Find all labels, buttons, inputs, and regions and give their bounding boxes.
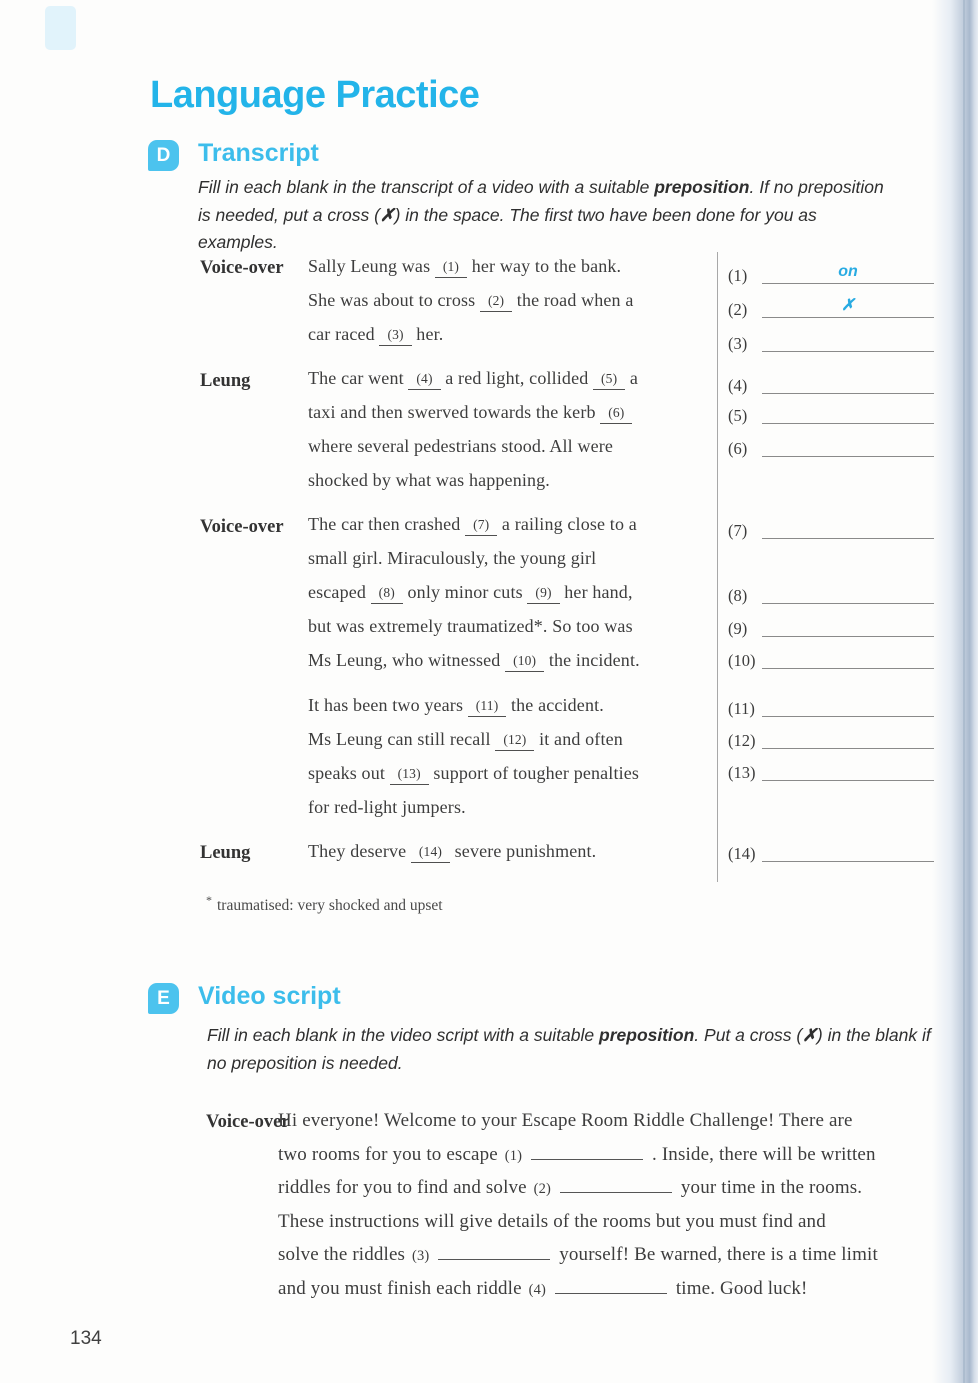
speaker-label: Leung <box>200 371 251 391</box>
transcript-line: where several pedestrians stood. All were <box>308 436 614 456</box>
answer-number: (5) <box>728 406 748 425</box>
video-script-line: Hi everyone! Welcome to your Escape Room Riddle Challenge! There are <box>278 1110 853 1131</box>
footnote <box>206 893 443 915</box>
page-title: Language Practice <box>150 74 480 116</box>
answer-line-2[interactable] <box>762 289 934 318</box>
inline-blank-(11): (11) <box>468 699 507 717</box>
answer-number: (6) <box>728 439 748 458</box>
answer-number: (8) <box>728 586 748 605</box>
answer-number: (3) <box>728 334 748 353</box>
answer-line-1[interactable] <box>762 255 934 284</box>
answer-line-13[interactable] <box>762 752 934 781</box>
inline-blank-(3): (3) <box>379 328 411 346</box>
answer-number: (1) <box>728 266 748 285</box>
video-blank-line-(2)[interactable] <box>560 1191 672 1193</box>
transcript-line: speaks out (13) support of tougher penalties <box>308 763 640 783</box>
inline-blank-(8): (8) <box>371 586 403 604</box>
video-blank-line-(1)[interactable] <box>531 1158 643 1160</box>
inline-blank-(5): (5) <box>593 372 625 390</box>
answer-number: (13) <box>728 763 756 782</box>
answer-number: (11) <box>728 699 755 718</box>
inline-blank-(4): (4) <box>408 372 440 390</box>
inline-blank-(14): (14) <box>411 845 450 863</box>
inline-blank-(6): (6) <box>600 406 632 424</box>
footnote-text: traumatised: very shocked and upset <box>217 897 443 915</box>
instr-bold-preposition: preposition <box>654 177 750 197</box>
video-script-line: These instructions will give details of the rooms but you must find and <box>278 1211 826 1232</box>
inline-blank-(13): (13) <box>390 767 429 785</box>
inline-blank-(7): (7) <box>465 518 497 536</box>
answer-line-9[interactable] <box>762 608 934 637</box>
transcript-line: The car then crashed (7) a railing close to a <box>308 514 637 534</box>
page-number: 134 <box>70 1328 102 1349</box>
answer-row-3 <box>728 328 934 352</box>
answer-line-8[interactable] <box>762 575 934 604</box>
transcript-line: Sally Leung was (1) her way to the bank. <box>308 256 622 276</box>
answer-row-8 <box>728 580 934 604</box>
answer-line-4[interactable] <box>762 365 934 394</box>
inline-blank-(1): (1) <box>435 260 467 278</box>
section-e-heading: Video script <box>198 982 341 1010</box>
answer-row-10 <box>728 645 934 669</box>
answer-row-11 <box>728 693 934 717</box>
transcript-line: The car went (4) a red light, collided (5) a <box>308 368 639 388</box>
video-script-line: and you must finish each riddle (4) time. Good luck! <box>278 1278 808 1299</box>
answer-row-5 <box>728 400 934 424</box>
answer-line-6[interactable] <box>762 428 934 457</box>
answer-row-13 <box>728 757 934 781</box>
video-script-line: two rooms for you to escape (1) . Inside, there will be written <box>278 1144 876 1165</box>
video-blank-number: (2) <box>533 1181 551 1197</box>
video-script-line: solve the riddles (3) yourself! Be warned, there is a time limit <box>278 1244 878 1265</box>
answer-number: (9) <box>728 619 748 638</box>
video-blank-number: (4) <box>528 1282 546 1298</box>
answer-row-6 <box>728 433 934 457</box>
answer-number: (7) <box>728 521 748 540</box>
transcript-line: shocked by what was happening. <box>308 470 550 490</box>
inline-blank-(10): (10) <box>505 654 544 672</box>
transcript-line: for red-light jumpers. <box>308 797 466 817</box>
video-blank-line-(4)[interactable] <box>555 1292 667 1294</box>
footnote-marker: * <box>206 893 212 907</box>
instr-text: . Put a cross ( <box>694 1025 803 1045</box>
answer-row-14 <box>728 838 934 862</box>
speaker-label: Voice-over <box>206 1112 290 1132</box>
inline-blank-(12): (12) <box>495 733 534 751</box>
page-edge-line <box>963 0 965 1383</box>
transcript-line: She was about to cross (2) the road when a <box>308 290 634 310</box>
answer-row-12 <box>728 725 934 749</box>
transcript-line: Ms Leung can still recall (12) it and often <box>308 729 623 749</box>
speaker-label: Leung <box>200 843 251 863</box>
transcript-line: small girl. Miraculously, the young girl <box>308 548 597 568</box>
video-blank-line-(3)[interactable] <box>438 1258 550 1260</box>
answer-line-14[interactable] <box>762 833 934 862</box>
answer-value: ✗ <box>841 297 855 314</box>
page-edge-shadow <box>932 0 978 1383</box>
instr-text: ) in the blank if no preposition is needed. <box>207 1025 931 1073</box>
answer-row-9 <box>728 613 934 637</box>
instr-text: Fill in each blank in the transcript of a video with a suitable <box>198 177 655 197</box>
cross-glyph: ✗ <box>802 1025 817 1045</box>
answers-divider <box>717 252 718 882</box>
answer-row-1 <box>728 260 934 284</box>
instr-text: ) in the space. The first two have been done for you as examples. <box>198 204 817 252</box>
cross-glyph: ✗ <box>379 204 395 225</box>
answer-row-4 <box>728 370 934 394</box>
instr-text: Fill in each blank in the video script with a suitable <box>207 1025 600 1045</box>
answer-line-3[interactable] <box>762 323 934 352</box>
answer-row-7 <box>728 515 934 539</box>
speaker-label: Voice-over <box>200 517 284 537</box>
answer-line-10[interactable] <box>762 640 934 669</box>
answer-line-5[interactable] <box>762 395 934 424</box>
transcript-line: It has been two years (11) the accident. <box>308 695 604 715</box>
transcript-line: escaped (8) only minor cuts (9) her hand, <box>308 582 633 602</box>
speaker-label: Voice-over <box>200 258 284 278</box>
inline-blank-(2): (2) <box>480 294 512 312</box>
section-e-badge-icon: E <box>148 983 179 1014</box>
answer-number: (10) <box>728 651 756 670</box>
answer-number: (2) <box>728 300 748 319</box>
transcript-line: Ms Leung, who witnessed (10) the incident. <box>308 650 640 670</box>
instr-text: . If no preposition is needed, put a cross ( <box>198 177 884 225</box>
answer-number: (14) <box>728 844 756 863</box>
video-blank-number: (3) <box>411 1248 430 1264</box>
answer-number: (4) <box>728 376 748 395</box>
transcript-line: They deserve (14) severe punishment. <box>308 841 597 861</box>
corner-tab-icon <box>45 6 76 50</box>
answer-row-2 <box>728 294 934 318</box>
section-d-badge-icon: D <box>148 140 179 171</box>
section-e-instructions <box>207 1022 942 1077</box>
answer-number: (12) <box>728 731 756 750</box>
section-d-instructions <box>198 174 888 257</box>
answer-value: on <box>838 263 858 280</box>
section-d-heading: Transcript <box>198 139 319 167</box>
answer-line-7[interactable] <box>762 510 934 539</box>
transcript-line: but was extremely traumatized*. So too was <box>308 616 633 636</box>
answer-line-12[interactable] <box>762 720 934 749</box>
video-script-line: riddles for you to find and solve (2) your time in the rooms. <box>278 1177 863 1198</box>
transcript-line: taxi and then swerved towards the kerb (6) <box>308 402 632 424</box>
video-blank-number: (1) <box>504 1148 523 1164</box>
instr-bold-preposition: preposition <box>599 1025 695 1045</box>
answer-line-11[interactable] <box>762 688 934 717</box>
transcript-line: car raced (3) her. <box>308 324 444 344</box>
inline-blank-(9): (9) <box>527 586 559 604</box>
